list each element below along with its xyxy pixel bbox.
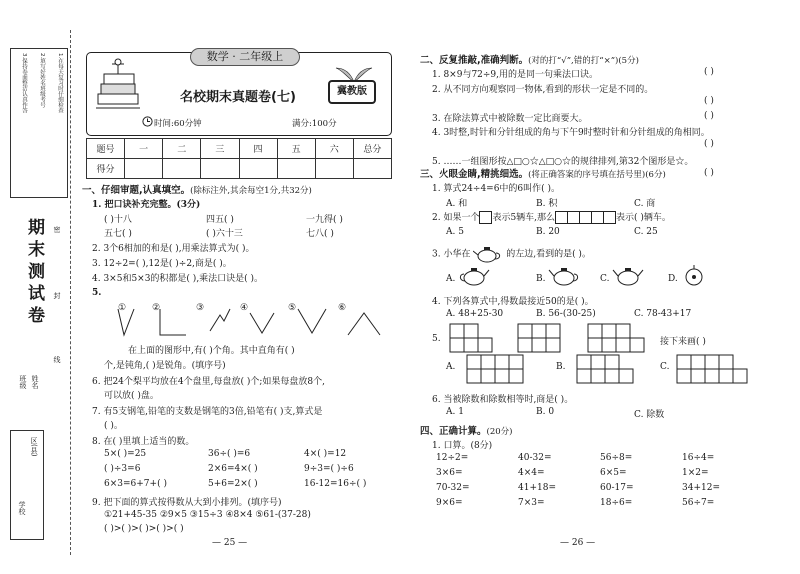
teapot-view-b-icon	[548, 264, 580, 286]
teapot-view-a-icon	[458, 264, 490, 286]
calc-item: 1×2=	[682, 468, 709, 478]
section-heading: 一、仔细审题,认真填空。	[82, 185, 191, 196]
judge-4: 4. 3时整,时针和分针组成的角与下午9时整时针和分针组成的角相同。	[432, 128, 710, 138]
option: C. 商	[634, 199, 656, 209]
section-4-title	[420, 423, 512, 437]
table-cell: 总分	[353, 139, 391, 159]
q8-item: 5×( )=25	[104, 449, 147, 459]
calc-item: 6×5=	[600, 468, 627, 478]
question-5-line-2: 个,是钝角,( )是锐角。(填序号)	[104, 361, 226, 371]
seal-label-feng: 封	[53, 292, 61, 299]
answer-paren[interactable]: ( )	[704, 168, 714, 178]
option: C.	[660, 362, 670, 372]
calc-item: 4×4=	[518, 468, 545, 478]
table-cell: 四	[239, 139, 277, 159]
choice-5-text: 接下来画( )	[660, 337, 706, 347]
box-icon	[479, 211, 492, 224]
figure-number: ②	[152, 303, 161, 313]
q1-item: 五七( )	[104, 229, 132, 239]
option-b-figure	[576, 354, 640, 384]
calc-item: 9×6=	[436, 498, 463, 508]
edition-badge: 冀教版	[328, 80, 376, 104]
choice-5-label: 5.	[432, 334, 441, 344]
option: D.	[668, 274, 678, 284]
answer-paren[interactable]: ( )	[704, 67, 714, 77]
school-info-box	[10, 430, 44, 540]
q1-item: ( )六十三	[206, 229, 243, 239]
q8-item: 4×( )=12	[304, 449, 347, 459]
choice-1: 1. 算式24÷4=6中的6叫作( )。	[432, 184, 561, 194]
figure-number: ③	[196, 303, 205, 313]
field-name: 姓名	[31, 375, 39, 389]
calc-item: 40-32=	[518, 453, 552, 463]
question-5-label: 5.	[92, 288, 102, 298]
question-7-line-2: ( )。	[104, 421, 123, 431]
score-table	[86, 138, 392, 179]
cut-line	[70, 30, 71, 555]
q1-item: 一九得( )	[306, 215, 343, 225]
q1-item: ( )十八	[104, 215, 132, 225]
notice-line: 3.保持卷面整洁认真作答	[21, 53, 27, 114]
option: B. 20	[536, 227, 560, 237]
page-26	[410, 0, 795, 574]
calc-item: 16÷4=	[682, 453, 715, 463]
notice-box	[10, 48, 68, 198]
choice-2	[432, 210, 671, 224]
question-8: 8. 在( )里填上适当的数。	[92, 437, 195, 447]
field-class: 班级	[19, 375, 27, 389]
section-3-title	[420, 166, 666, 180]
section-note: (20分)	[486, 427, 513, 437]
time-limit: 时间:60分钟	[154, 119, 202, 129]
pattern-figure-3	[588, 324, 644, 352]
q8-item: 9÷3=( )÷6	[304, 464, 354, 474]
question-6-line-2: 可以放( )盘。	[104, 391, 159, 401]
books-icon	[92, 58, 144, 114]
option: A.	[446, 362, 456, 372]
binding-strip	[4, 30, 74, 550]
q8-item: 2×6=4×( )	[208, 464, 258, 474]
q8-item: 6×3=6+7+( )	[104, 479, 167, 489]
section-note: (将正确答案的序号填在括号里)(6分)	[528, 170, 666, 180]
table-cell: 二	[163, 139, 201, 159]
table-cell: 五	[277, 139, 315, 159]
score-cell[interactable]	[315, 159, 353, 179]
figure-number: ⑥	[338, 303, 347, 313]
pattern-figure-1	[450, 324, 492, 352]
teapot-view-d-icon	[680, 264, 708, 286]
choice-4: 4. 下列各算式中,得数最接近50的是( )。	[432, 297, 594, 307]
question-6-line-1: 6. 把24个梨平均放在4个盘里,每盘放( )个;如果每盘放8个,	[92, 377, 325, 387]
pattern-figures	[448, 322, 658, 354]
option: B. 积	[536, 199, 558, 209]
judge-1: 1. 8×9与72÷9,用的是同一句乘法口诀。	[432, 70, 599, 80]
paper-title: 名校期末真题卷(七)	[180, 90, 296, 105]
calc-item: 34+12=	[682, 483, 720, 493]
question-4: 4. 3×5和5×3的积都是( ),乘法口诀是( )。	[92, 274, 264, 284]
angle-shape	[250, 313, 274, 333]
teapot-view-c-icon	[612, 264, 644, 286]
option: C. 25	[634, 227, 658, 237]
option: A. 1	[446, 407, 464, 417]
table-row	[87, 139, 392, 159]
angle-shape	[210, 309, 230, 331]
judge-3: 3. 在除法算式中被除数一定比商要大。	[432, 114, 588, 124]
table-cell: 一	[125, 139, 163, 159]
option: A. 48+25-30	[446, 309, 504, 319]
option-c-figure	[676, 354, 754, 384]
option: A. 5	[446, 227, 464, 237]
q1-item: 七八( )	[306, 229, 334, 239]
question-2: 2. 3个6相加的和是( ),用乘法算式为( )。	[92, 244, 255, 254]
judge-5: 5. ……一组图形按△□○☆△□○☆的规律排列,第32个图形是☆。	[432, 157, 694, 167]
section-heading: 四、正确计算。	[420, 426, 487, 437]
notice-line: 1.在每天复习时仔细检查	[57, 53, 63, 114]
option: B.	[536, 274, 546, 284]
section-1-title	[82, 182, 312, 196]
question-3: 3. 12÷2=( ),12是( )÷2,商是( )。	[92, 259, 232, 269]
table-row	[87, 159, 392, 179]
angle-shape	[160, 309, 186, 335]
five-boxes	[555, 211, 616, 224]
q8-item: 5+6=2×( )	[208, 479, 258, 489]
question-1: 1. 把口诀补充完整。(3分)	[92, 200, 201, 210]
score-cell[interactable]	[163, 159, 201, 179]
option-a-figure	[466, 354, 530, 384]
choice-2-text: 表示( )辆车。	[616, 213, 671, 223]
option: B. 0	[536, 407, 555, 417]
section-2-title	[420, 52, 639, 66]
calc-item: 41+18=	[518, 483, 556, 493]
calc-item: 70-32=	[436, 483, 470, 493]
choice-3-text: 的左边,看到的是( )。	[506, 249, 591, 260]
calc-item: 12÷2=	[436, 453, 469, 463]
score-cell[interactable]	[353, 159, 391, 179]
seal-label-xian: 线	[53, 356, 61, 363]
choice-2-text: 2. 如果一个	[432, 213, 480, 223]
page-number: — 25 —	[212, 538, 248, 548]
seal-label-mi: 密	[53, 226, 61, 233]
q1-item-text: 一九得	[306, 215, 334, 225]
field-district: 区(县)	[30, 437, 38, 457]
calc-item: 7×3=	[518, 498, 545, 508]
calc-title: 1. 口算。(8分)	[432, 441, 493, 451]
choice-3-text: 3. 小华在	[432, 249, 471, 260]
section-heading: 三、火眼金睛,精挑细选。	[420, 169, 529, 180]
full-score: 满分:100分	[292, 119, 337, 129]
pattern-figure-2	[518, 324, 560, 352]
answer-paren[interactable]: ( )	[704, 96, 714, 106]
q1-item: 四五( )	[206, 215, 234, 225]
q8-item: 36÷( )=6	[208, 449, 251, 459]
table-cell: 六	[315, 139, 353, 159]
table-cell: 题号	[87, 139, 125, 159]
strip-title: 期末测试卷	[24, 218, 44, 328]
q8-item: 16-12=16÷( )	[304, 479, 367, 489]
clock-icon	[142, 116, 153, 127]
option: A.	[446, 274, 456, 284]
notice-line: 2.填写好姓名班级考号	[39, 53, 45, 108]
calc-item: 60-17=	[600, 483, 634, 493]
calc-item: 56÷8=	[600, 453, 633, 463]
page-number: — 26 —	[560, 538, 596, 548]
choice-6: 6. 当被除数和除数相等时,商是( )。	[432, 395, 574, 405]
option: C. 78-43+17	[634, 309, 692, 319]
option: B. 56-(30-25)	[536, 309, 596, 319]
question-5-line-1: 在上面的图形中,有( )个角。其中直角有( )	[128, 346, 295, 356]
judge-2: 2. 从不同方向观察同一物体,看到的形状一定是不同的。	[432, 85, 654, 95]
figure-number: ④	[240, 303, 249, 313]
score-cell[interactable]	[239, 159, 277, 179]
table-cell: 得分	[87, 159, 125, 179]
score-cell[interactable]	[125, 159, 163, 179]
angle-shape	[348, 313, 380, 335]
teapot-icon	[473, 245, 503, 263]
box-icon	[603, 211, 616, 224]
section-note: (对的打“√”,错的打“×”)(5分)	[528, 56, 639, 66]
q9-order: ( )>( )>( )>( )>( )	[104, 524, 184, 534]
answer-paren[interactable]: ( )	[704, 111, 714, 121]
option: C. 除数	[634, 410, 665, 420]
score-cell[interactable]	[277, 159, 315, 179]
subject-pill: 数学 · 二年级上	[190, 48, 300, 66]
q8-item: ( )÷3=6	[104, 464, 141, 474]
one-box	[479, 211, 492, 224]
angle-shape	[298, 309, 326, 333]
option: B.	[556, 362, 566, 372]
answer-paren[interactable]: ( )	[704, 139, 714, 149]
field-school: 学校	[18, 501, 26, 515]
calc-item: 56÷7=	[682, 498, 715, 508]
choice-2-text: 表示5辆车,那么	[492, 213, 556, 223]
score-cell[interactable]	[201, 159, 239, 179]
option: C.	[600, 274, 610, 284]
table-cell: 三	[201, 139, 239, 159]
calc-item: 18÷6=	[600, 498, 633, 508]
option: A. 和	[446, 199, 468, 209]
choice-3	[432, 245, 591, 263]
page-25	[82, 0, 400, 574]
figure-number: ①	[118, 303, 127, 313]
question-7-line-1: 7. 有5支钢笔,铅笔的支数是钢笔的3倍,铅笔有( )支,算式是	[92, 407, 323, 417]
section-heading: 二、反复推敲,准确判断。	[420, 55, 529, 66]
question-9: 9. 把下面的算式按得数从大到小排列。(填序号)	[92, 498, 282, 508]
figure-number: ⑤	[288, 303, 297, 313]
section-note: (除标注外,其余每空1分,共32分)	[190, 186, 312, 196]
q9-items: ①21+45-35 ②9×5 ③15÷3 ④8×4 ⑤61-(37-28)	[104, 510, 311, 520]
calc-item: 3×6=	[436, 468, 463, 478]
